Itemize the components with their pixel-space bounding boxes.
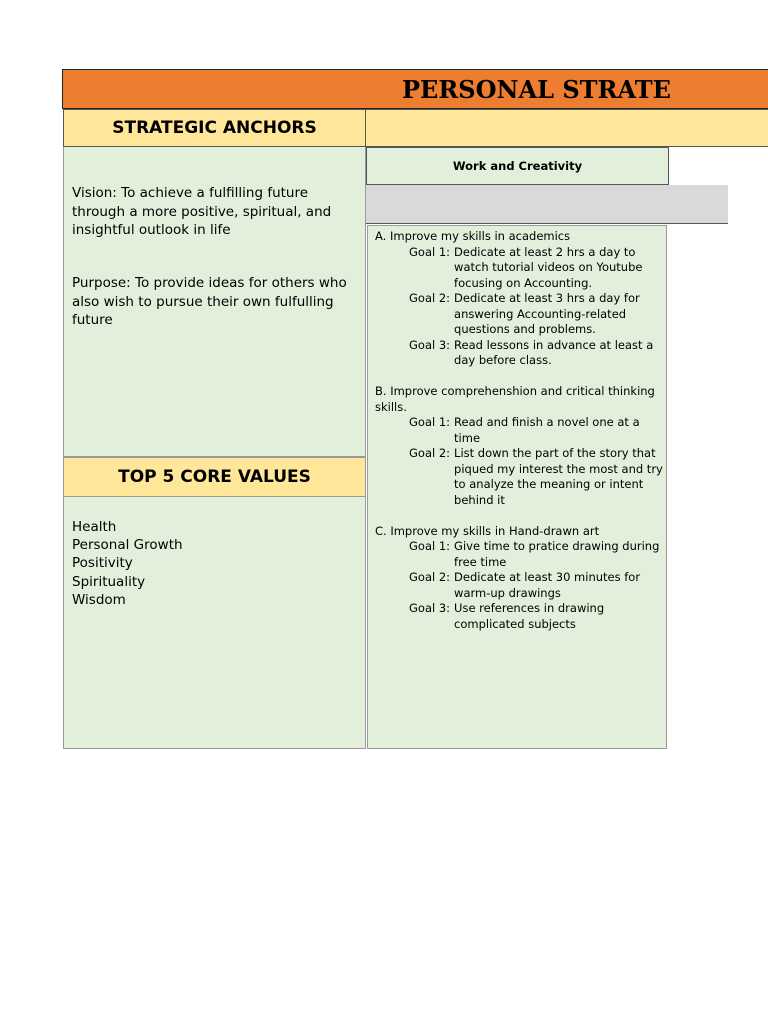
core-value-item: Spirituality bbox=[72, 573, 146, 590]
goal-item bbox=[375, 601, 665, 632]
goal-text: Read lessons in advance at least a day before class. bbox=[454, 337, 654, 367]
goal-label: Goal 3: bbox=[409, 601, 451, 615]
header-row-right bbox=[366, 109, 768, 147]
goal-item bbox=[375, 245, 665, 292]
core-value-item: Health bbox=[72, 519, 117, 535]
goal-item bbox=[375, 539, 665, 570]
goal-label: Goal 2: bbox=[409, 570, 451, 584]
goal-item bbox=[375, 338, 665, 369]
goal-label: Goal 1: bbox=[409, 415, 451, 429]
core-values-list bbox=[72, 518, 352, 609]
goal-label: Goal 3: bbox=[409, 337, 451, 352]
goal-section-c bbox=[375, 524, 665, 633]
goal-item bbox=[375, 570, 665, 601]
goals-list bbox=[375, 229, 665, 648]
goal-section-b bbox=[375, 384, 665, 508]
core-value-item: Personal Growth bbox=[72, 537, 183, 554]
goal-label: Goal 2: bbox=[409, 291, 451, 305]
goal-section-a bbox=[375, 229, 665, 369]
section-heading: B. Improve comprehenshion and critical thinking skills. bbox=[375, 384, 655, 414]
gray-band bbox=[366, 185, 728, 224]
goal-text: List down the part of the story that piqued my interest the most and try to analyze the meaning or intent behind it bbox=[454, 446, 663, 507]
goal-label: Goal 2: bbox=[409, 446, 451, 460]
goal-text: Dedicate at least 30 minutes for warm-up drawings bbox=[454, 570, 641, 600]
goal-item bbox=[375, 291, 665, 338]
work-creativity-header: Work and Creativity bbox=[366, 147, 669, 185]
section-heading: C. Improve my skills in Hand-drawn art bbox=[375, 523, 600, 538]
goal-label: Goal 1: bbox=[409, 244, 451, 259]
goal-text: Give time to pratice drawing during free time bbox=[454, 539, 660, 569]
goal-text: Use references in drawing complicated subjects bbox=[454, 601, 605, 631]
strategic-anchors-header: STRATEGIC ANCHORS bbox=[63, 109, 366, 147]
goal-label: Goal 1: bbox=[409, 539, 451, 553]
goal-item bbox=[375, 446, 665, 508]
purpose-statement: Purpose: To provide ideas for others who also wish to pursue their own fulfulling future bbox=[72, 275, 347, 328]
goal-text: Dedicate at least 2 hrs a day to watch tutorial videos on Youtube focusing on Accounting. bbox=[454, 244, 643, 290]
goal-item bbox=[375, 415, 665, 446]
vision-statement: Vision: To achieve a fulfilling future through a more positive, spiritual, and insightful outlook in life bbox=[72, 185, 332, 238]
goal-text: Read and finish a novel one at a time bbox=[454, 415, 640, 445]
core-value-item: Positivity bbox=[72, 555, 133, 572]
core-value-item: Wisdom bbox=[72, 591, 126, 608]
page-title: PERSONAL STRATE bbox=[402, 75, 671, 104]
section-heading: A. Improve my skills in academics bbox=[375, 229, 571, 243]
goal-text: Dedicate at least 3 hrs a day for answering Accounting-related questions and problems. bbox=[454, 291, 640, 336]
core-values-header: TOP 5 CORE VALUES bbox=[63, 457, 366, 497]
